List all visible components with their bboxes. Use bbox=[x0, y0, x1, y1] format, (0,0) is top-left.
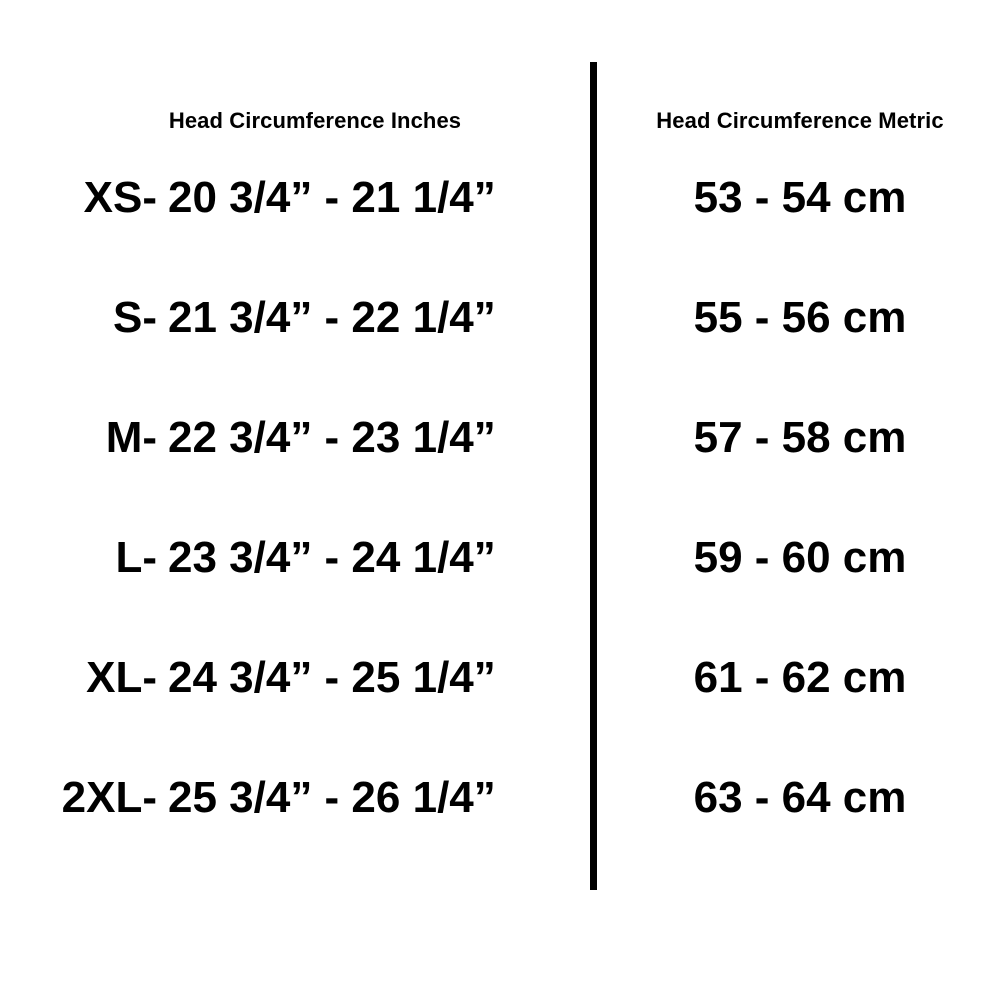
column-header-inches: Head Circumference Inches bbox=[168, 108, 462, 133]
cell-inches: 21 3/4” - 22 1/4” bbox=[168, 293, 496, 342]
cell-metric: 57 - 58 cm bbox=[693, 413, 907, 462]
cell-size: 2XL- bbox=[61, 773, 157, 822]
table-header-row bbox=[0, 108, 1000, 138]
table-row bbox=[0, 162, 1000, 282]
cell-inches: 25 3/4” - 26 1/4” bbox=[168, 773, 496, 822]
cell-size: L- bbox=[115, 533, 157, 582]
cell-inches: 23 3/4” - 24 1/4” bbox=[168, 533, 496, 582]
cell-size: M- bbox=[105, 413, 157, 462]
cell-size: S- bbox=[113, 293, 157, 342]
cell-inches: 24 3/4” - 25 1/4” bbox=[168, 653, 496, 702]
cell-size: XS- bbox=[83, 173, 157, 222]
table-row bbox=[0, 762, 1000, 882]
cell-metric: 53 - 54 cm bbox=[693, 173, 907, 222]
table-row bbox=[0, 402, 1000, 522]
column-header-metric: Head Circumference Metric bbox=[656, 108, 944, 133]
cell-metric: 59 - 60 cm bbox=[693, 533, 907, 582]
cell-inches: 22 3/4” - 23 1/4” bbox=[168, 413, 496, 462]
cell-inches: 20 3/4” - 21 1/4” bbox=[168, 173, 496, 222]
table-body bbox=[0, 162, 1000, 882]
table-row bbox=[0, 522, 1000, 642]
table-row bbox=[0, 282, 1000, 402]
cell-size: XL- bbox=[86, 653, 157, 702]
cell-metric: 55 - 56 cm bbox=[693, 293, 907, 342]
cell-metric: 63 - 64 cm bbox=[693, 773, 907, 822]
cell-metric: 61 - 62 cm bbox=[693, 653, 907, 702]
table-row bbox=[0, 642, 1000, 762]
